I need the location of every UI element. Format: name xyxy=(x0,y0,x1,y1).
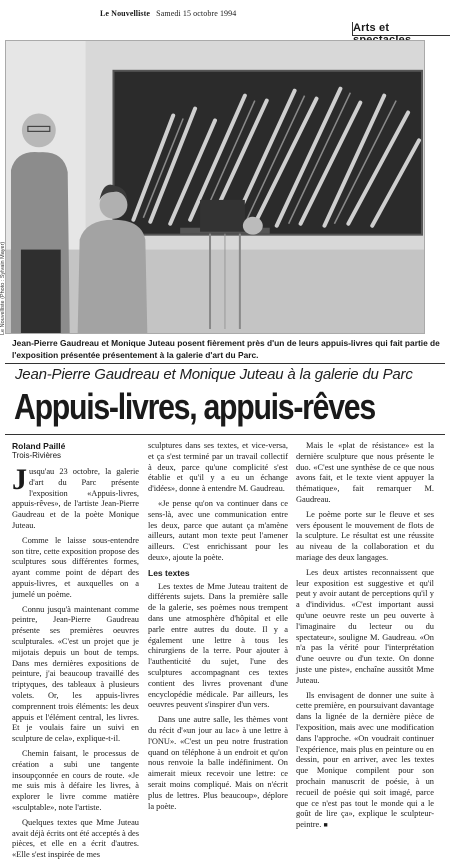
paragraph: Jusqu'au 23 octobre, la galerie d'art du Parc présente l'exposition «Appuis-livres, appuis-rêves», de l'artiste Jean-Pierre Gaudreau et de la poète Monique Juteau. xyxy=(12,463,139,530)
photo-illustration xyxy=(6,41,424,333)
paragraph: Les deux artistes reconnaissent que leur exposition est suggestive et qu'il peut y avoir autant de perceptions qu'il y a d'individus. «C'est important aussi qu'une oeuvre reste un peu ouverte à l'imaginaire du lecteur ou du spectateur», souligne M. Gaudreau. «On n'a pas la vérité pour l'interprétation d'une oeuvre ou d'un texte. On donne juste une piste», enchaîne aussitôt Mme Juteau. xyxy=(296,567,434,685)
end-mark: ■ xyxy=(323,821,328,830)
section-title: Arts et xyxy=(353,22,390,34)
paragraph: sculptures dans ses textes, et vice-versa, et ça s'est terminé par un travail collectif à deux, parce qu'une complicité s'est établie et qu'il y a eu un échange d'idées», donne à entendre M. Gaudreau. xyxy=(148,441,288,494)
page-header xyxy=(0,0,450,38)
paragraph: Comme le laisse sous-entendre son titre, cette exposition propose des sculptures sous différentes formes, ayant comme point de départ des appuis-livres, et auxquelles on a jumelé un poème. xyxy=(12,535,139,599)
photo-caption: Jean-Pierre Gaudreau et Monique Juteau posent fièrement près d'un de leurs appuis-livres qui fait partie de l'exposition présentée présentement à la galerie d'art du Parc. xyxy=(12,338,440,360)
newspaper-name: Le Nouvelliste xyxy=(100,9,151,18)
article-column-1 xyxy=(12,441,139,865)
paragraph: Ils envisagent de donner une suite à cette première, en poursuivant davantage dans la lignée de la dernière pièce de l'exposition, mais avec une modification dans l'approche. «On voudrait continuer l'expérience, mais plus en peinture ou en dessin, pour en arriver, avec les textes que Monique compilent pour son prochain manuscrit de poésie, à un recueil de poésie qui soit imagé, parce que ce n'est pas tout le monde qui a le goût de lire ça», explique le sculpteur-peintre. ■ xyxy=(296,690,434,830)
masthead xyxy=(100,9,236,18)
publication-date: Samedi 15 octobre 1994 xyxy=(156,9,237,18)
section-box xyxy=(352,22,450,36)
paragraph: «Je pense qu'on va continuer dans ce sens-là, avec une communication entre les deux, parce que autant ça m'amène ailleurs, autant mon texte peut l'amener ailleurs. C'est enrichissant pour les deux», ajoute la poète. xyxy=(148,498,288,562)
paragraph: Chemin faisant, le processus de création a subi une tangente insoupçonnée en cours de route. «Je me suis mis à défaire les livres, à explorer le livre comme matière «sculptable», note l'artiste. xyxy=(12,748,139,812)
paragraph: Dans une autre salle, les thèmes vont du récit d'«un jour au lac» à une lettre à l'ONU». «C'est un peu notre frustration quand on téléphone à un endroit et qu'on nous renvoie la balle indéfiniment. On aimerait mieux recevoir une lettre: ce serait moins compliqué. Mais on n'écrit plus de lettres. Plus beaucoup», déplore la poète. xyxy=(148,715,288,811)
paragraph: Les textes de Mme Juteau traitent de différents sujets. Dans la première salle de la galerie, ses poèmes nous trempent dans une atmosphère d'hôpital et elle parle entre autres du doute. Il y a également une lettre à tous les chirurgiens de la terre. Pour ajouter à l'authenticité du sujet, l'une des sculptures accompagnant ces textes contient des livres provenant d'une encyclopédie médicale. Par ailleurs, les oeuvres peuvent s'inspirer d'un vers. xyxy=(148,581,288,710)
photo-credit: Le Nouvelliste (Photo : Sylvain Mayer) xyxy=(0,241,6,335)
subheading: Les textes xyxy=(148,567,190,578)
headline: Appuis-livres, appuis-rêves xyxy=(14,386,375,427)
article-column-2 xyxy=(148,441,288,816)
byline-location: Trois-Rivières xyxy=(12,451,62,460)
paragraph: Quelques textes que Mme Juteau avait déjà écrits ont été acceptés à des pièces, et elle en a écrit d'autres. «Elle s'est inspirée de mes xyxy=(12,817,139,860)
article-photo xyxy=(5,40,425,334)
byline-author: Roland Paillé xyxy=(12,441,66,451)
divider-top xyxy=(5,363,445,364)
paragraph: Le poème porte sur le fleuve et ses vers épousent le mouvement de flots de la sculpture. Le résultat est une réussite au niveau de la collaboration et du mariage des deux langages. xyxy=(296,509,434,562)
paragraph: Connu jusqu'à maintenant comme peintre, Jean-Pierre Gaudreau présente ses premières oeuvres sculpturales. «C'est un projet que je mijotais depuis un bout de temps. Dans mes dernières expositions de peinture, j'ai beaucoup travaillé des triptyques, des tableaux à plusieurs volets. Or, les appuis-livres comprennent trois éléments: les deux appuis et l'élément central, les livres. Et je voulais faire un suivi en sculpture de cela», explique-t-il. xyxy=(12,604,139,744)
headline-kicker: Jean-Pierre Gaudreau et Monique Juteau à la galerie du Parc xyxy=(15,366,413,383)
divider-bottom xyxy=(5,434,445,435)
article-column-3 xyxy=(296,441,434,835)
drop-cap: J xyxy=(12,463,27,496)
paragraph: Mais le «plat de résistance» est la dernière sculpture que nous présente le duo. «C'est une synthèse de ce que nous avons fait, et le texte vient appuyer la thématique», fait remarquer M. Gaudreau. xyxy=(296,441,434,504)
